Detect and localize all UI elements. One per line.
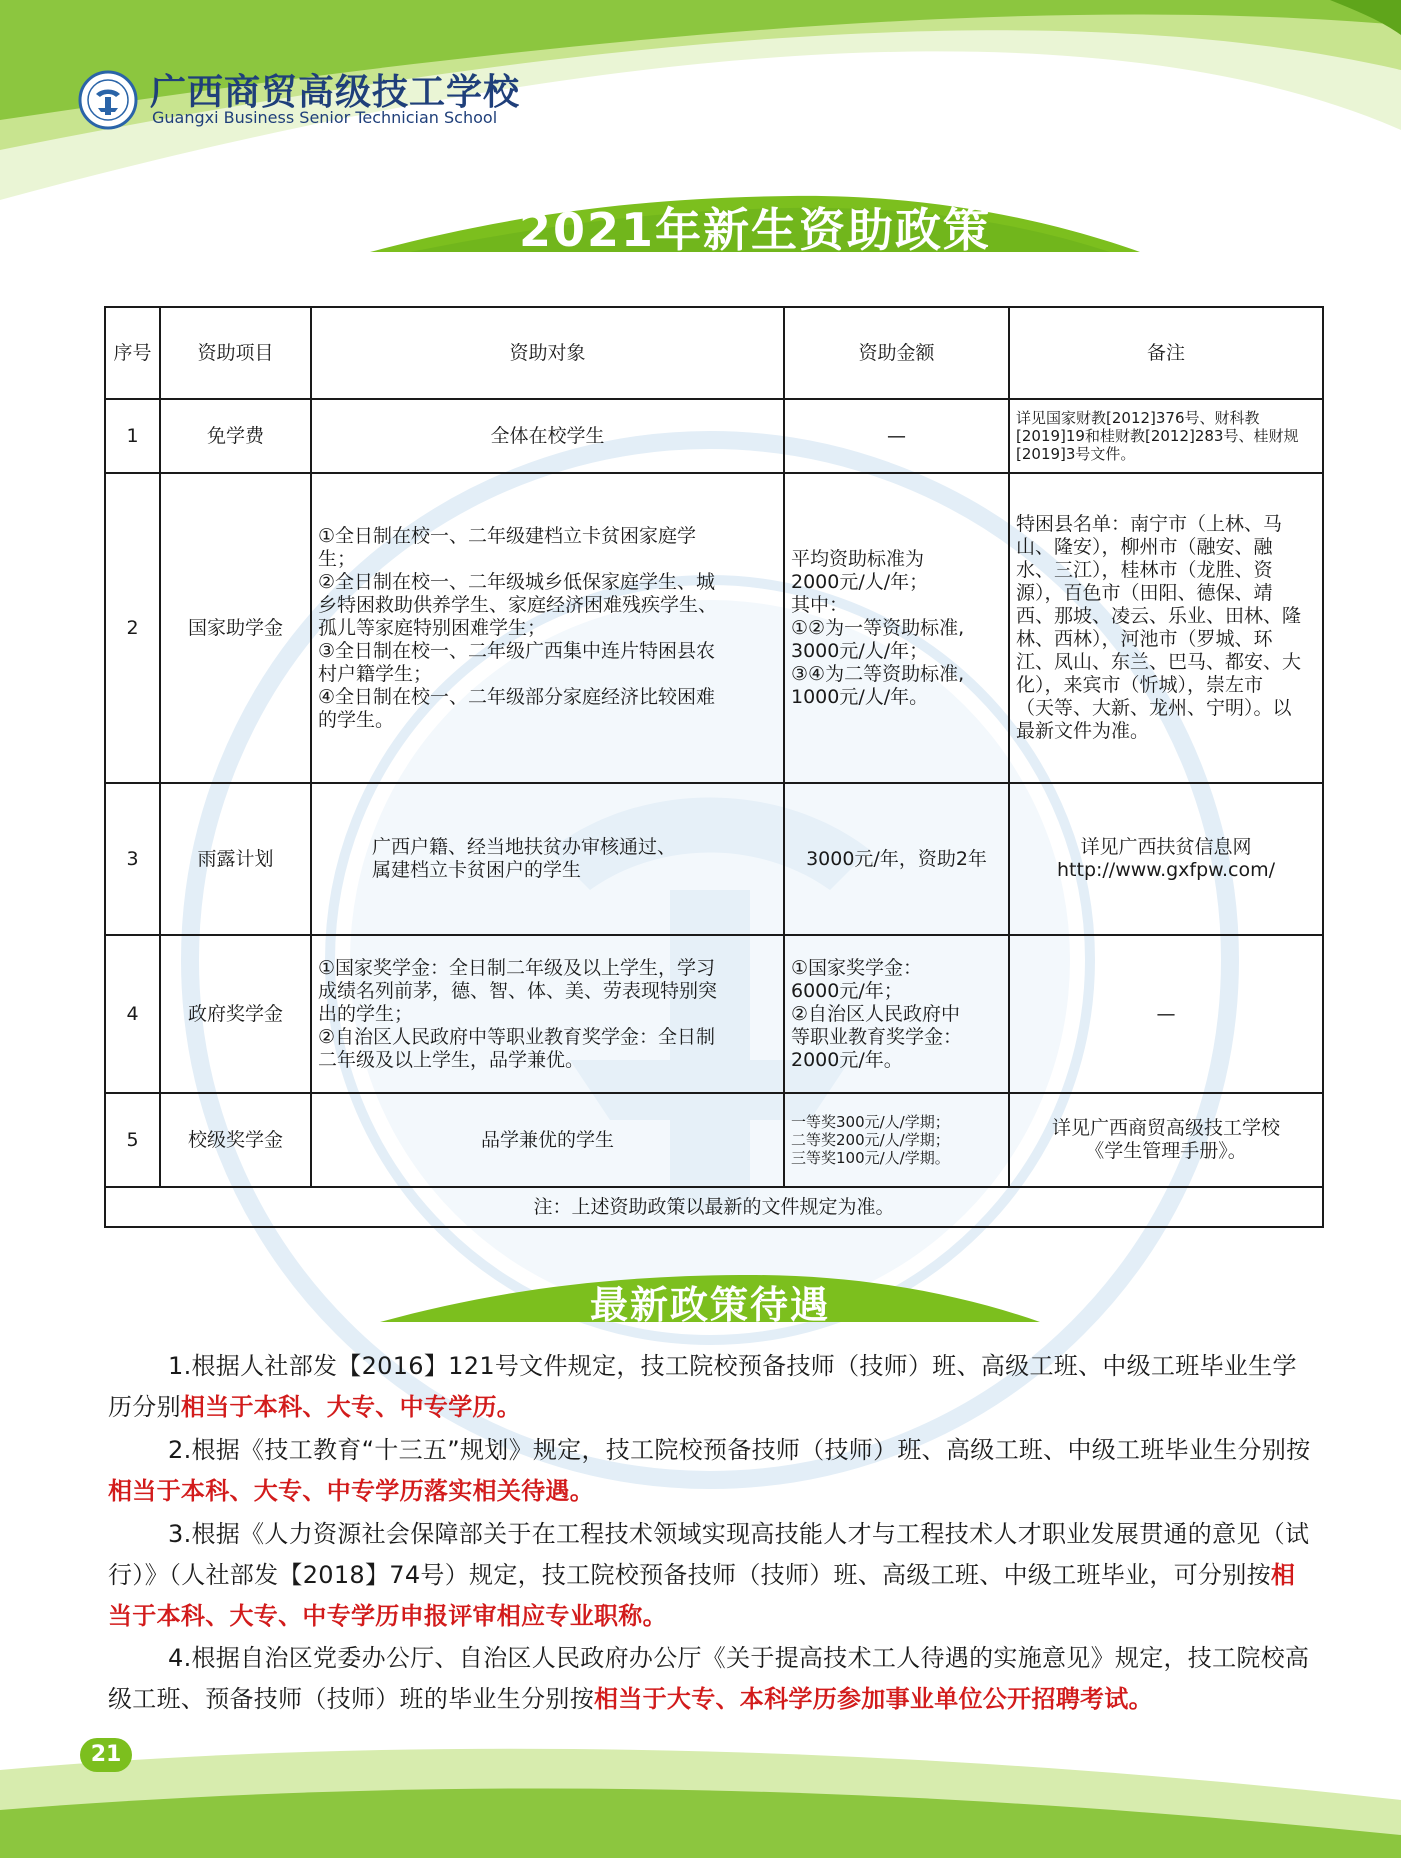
header-cell: 资助金额: [784, 307, 1009, 399]
row-number: 4: [105, 935, 160, 1093]
policy-text: 2.根据《技工教育“十三五”规划》规定，技工院校预备技师（技师）班、高级工班、中级工班毕业生分别按: [168, 1436, 1311, 1464]
cell-line: 西、那坡、凌云、乐业、田林、隆: [1016, 605, 1302, 627]
cell-line: 属建档立卡贫困户的学生: [372, 859, 582, 881]
school-logo: [78, 70, 138, 130]
cell-line: 出的学生；: [318, 1002, 414, 1025]
cell-line: 山、隆安），柳州市（融安、融: [1016, 536, 1273, 558]
table-header-row: [105, 307, 1323, 399]
cell-line: 孤儿等家庭特别困难学生；: [318, 616, 547, 639]
cell-line: 生；: [318, 547, 357, 570]
aid-amount: [784, 399, 1009, 473]
cell-line: 全体在校学生: [490, 424, 605, 447]
header-cell: 资助对象: [311, 307, 784, 399]
banner-title: 最新政策待遇: [589, 1283, 830, 1327]
table-row: [105, 1093, 1323, 1187]
cell-line: 的学生。: [318, 708, 395, 731]
aid-amount: [784, 473, 1009, 783]
section-banner-latest-policy: [380, 1270, 1040, 1328]
cell-line: ①国家奖学金：全日制二年级及以上学生，学习: [318, 956, 716, 979]
policy-highlight: 相当于大专、本科学历参加事业单位公开招聘考试。: [594, 1685, 1153, 1713]
aid-amount: [784, 1093, 1009, 1187]
aid-item: 雨露计划: [160, 783, 311, 935]
cell-line: 乡特困救助供养学生、家庭经济困难残疾学生、: [318, 593, 718, 616]
cell-line: 2000元/人/年；: [791, 570, 929, 593]
policy-text: 3.根据《人力资源社会保障部关于在工程技术领域实现高技能人才与工程技术人才职业发展贯通的意见（试行）》（人社部发【2018】74号）规定，技工院校预备技师（技师）班、高级工班、中级工班毕业，可分别按: [108, 1520, 1310, 1589]
aid-remark: [1009, 399, 1323, 473]
banner-title: 2021年新生资助政策: [518, 203, 992, 257]
cell-line: 《学生管理手册》。: [1085, 1140, 1247, 1162]
policy-paragraph: [108, 1638, 1318, 1720]
cell-line: 3000元/年，资助2年: [806, 847, 987, 870]
cell-line: ①全日制在校一、二年级建档立卡贫困家庭学: [318, 524, 697, 547]
table-row: [105, 399, 1323, 473]
cell-line: 详见广西商贸高级技工学校: [1051, 1117, 1280, 1139]
table-row: [105, 783, 1323, 935]
cell-line: [2019]19和桂财教[2012]283号、桂财规: [1016, 427, 1299, 445]
cell-line: 林、西林），河池市（罗城、环: [1016, 628, 1273, 650]
cell-line: ②自治区人民政府中: [791, 1002, 961, 1025]
cell-line: 化），来宾市（忻城），崇左市: [1016, 674, 1264, 696]
policy-text: 1.根据人社部发【2016】121号文件规定，技工院校预备技师（技师）班、高级工班、中级工班毕业生学历分别: [108, 1352, 1297, 1421]
policy-paragraph: [108, 1514, 1318, 1637]
aid-amount: [784, 783, 1009, 935]
cell-line: —: [887, 424, 906, 447]
cell-line: 最新文件为准。: [1016, 720, 1150, 742]
cell-line: ①②为一等资助标准,: [791, 616, 965, 639]
cell-line: 一等奖300元/人/学期；: [791, 1113, 950, 1131]
aid-remark: [1009, 1093, 1323, 1187]
policy-text: 4.根据自治区党委办公厅、自治区人民政府办公厅《关于提高技术工人待遇的实施意见》规定，技工院校高级工班、预备技师（技师）班的毕业生分别按: [108, 1644, 1310, 1713]
cell-line: 1000元/人/年。: [791, 685, 929, 708]
cell-line: 广西户籍、经当地扶贫办审核通过、: [372, 836, 677, 858]
cell-line: （天等、大新、龙州、宁明）。以: [1016, 697, 1292, 719]
cell-line: 其中：: [791, 593, 849, 616]
cell-line: 二年级及以上学生，品学兼优。: [318, 1048, 585, 1071]
header-cell: 资助项目: [160, 307, 311, 399]
policy-paragraph: [108, 1346, 1318, 1428]
cell-line: 源），百色市（田阳、德保、靖: [1016, 582, 1273, 604]
row-number: 3: [105, 783, 160, 935]
aid-item: 政府奖学金: [160, 935, 311, 1093]
header-cell: 序号: [105, 307, 160, 399]
policy-highlight: 相当于本科、大专、中专学历。: [180, 1393, 522, 1421]
aid-target: [311, 935, 784, 1093]
header-cell: 备注: [1009, 307, 1323, 399]
cell-line: 品学兼优的学生: [480, 1128, 614, 1151]
cell-line: ③④为二等资助标准,: [791, 662, 965, 685]
policy-paragraph: [108, 1430, 1318, 1512]
cell-line: ④全日制在校一、二年级部分家庭经济比较困难: [318, 685, 716, 708]
page-number: 21: [80, 1738, 132, 1772]
cell-line: ②全日制在校一、二年级城乡低保家庭学生、城: [318, 570, 716, 593]
cell-line: ②自治区人民政府中等职业教育奖学金：全日制: [318, 1025, 716, 1048]
cell-line: 详见国家财教[2012]376号、财科教: [1016, 409, 1260, 427]
aid-target: [311, 1093, 784, 1187]
aid-target: [311, 783, 784, 935]
aid-amount: [784, 935, 1009, 1093]
aid-item: 免学费: [160, 399, 311, 473]
cell-line: 成绩名列前茅，德、智、体、美、劳表现特别突: [318, 979, 718, 1002]
cell-line: 平均资助标准为: [791, 547, 925, 570]
aid-remark: [1009, 473, 1323, 783]
cell-line: 村户籍学生；: [318, 662, 433, 685]
cell-line: 2000元/年。: [791, 1048, 903, 1071]
cell-line: ①国家奖学金：: [791, 956, 923, 979]
cell-line: 等职业教育奖学金：: [791, 1025, 963, 1048]
policy-highlight: 相当于本科、大专、中专学历申报评审相应专业职称。: [108, 1561, 1296, 1630]
school-name-en: Guangxi Business Senior Technician School: [152, 108, 498, 127]
aid-policy-table: [104, 306, 1324, 1228]
section-banner-aid-policy: [370, 190, 1140, 260]
aid-target: [311, 399, 784, 473]
cell-line: 特困县名单：南宁市（上林、马: [1016, 513, 1283, 535]
footer-green-swoosh: [0, 1740, 1401, 1858]
table-row: [105, 935, 1323, 1093]
table-note-row: [105, 1187, 1323, 1227]
aid-remark: [1009, 783, 1323, 935]
cell-line: 3000元/人/年；: [791, 639, 929, 662]
cell-line: 江、凤山、东兰、巴马、都安、大: [1016, 651, 1302, 673]
aid-item: 国家助学金: [160, 473, 311, 783]
school-name-cn: 广西商贸高级技工学校: [150, 72, 521, 113]
cell-line: 详见广西扶贫信息网: [1080, 836, 1252, 858]
cell-line: 三等奖100元/人/学期。: [791, 1149, 950, 1167]
row-number: 5: [105, 1093, 160, 1187]
cell-line: 二等奖200元/人/学期；: [791, 1131, 950, 1149]
row-number: 1: [105, 399, 160, 473]
table-note: 注：上述资助政策以最新的文件规定为准。: [105, 1187, 1323, 1227]
aid-remark: [1009, 935, 1323, 1093]
cell-line: [2019]3号文件。: [1016, 445, 1136, 463]
aid-item: 校级奖学金: [160, 1093, 311, 1187]
cell-line: ③全日制在校一、二年级广西集中连片特困县农: [318, 639, 716, 662]
cell-line: —: [1156, 1002, 1176, 1025]
policy-highlight: 相当于本科、大专、中专学历落实相关待遇。: [108, 1477, 594, 1505]
row-number: 2: [105, 473, 160, 783]
aid-target: [311, 473, 784, 783]
cell-line: 6000元/年；: [791, 979, 903, 1002]
cell-line: 水、三江），桂林市（龙胜、资: [1016, 559, 1273, 581]
table-row: [105, 473, 1323, 783]
cell-line: http://www.gxfpw.com/: [1057, 859, 1275, 881]
